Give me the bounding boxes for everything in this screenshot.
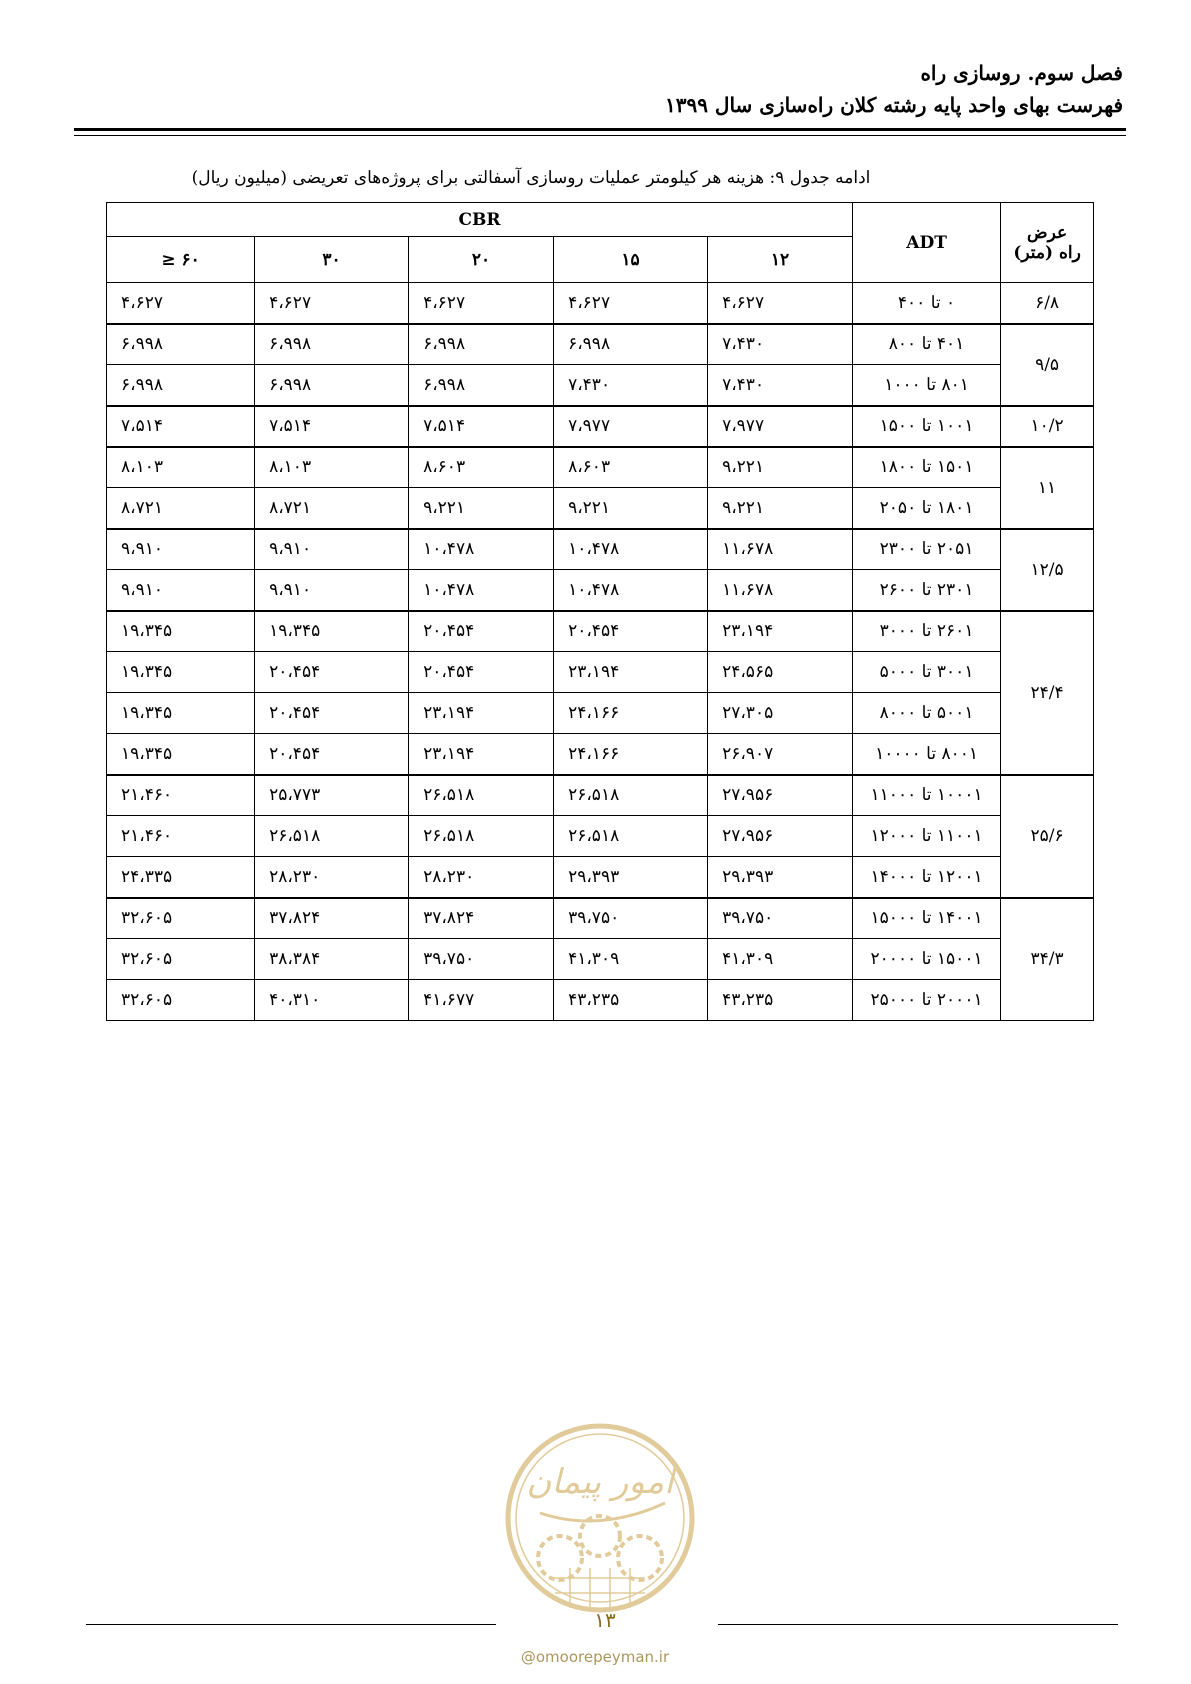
width-header-line2: راه (متر) [1013, 242, 1081, 263]
adt-cell: ۲۰۵۱ تا ۲۳۰۰ [853, 529, 1001, 570]
table-row [107, 570, 1094, 611]
adt-cell: ۱۰۰۰۱ تا ۱۱۰۰۰ [853, 775, 1001, 816]
cost-cell: ۹،۲۲۱ [554, 488, 708, 529]
table-row [107, 939, 1094, 980]
cost-cell: ۲۷،۳۰۵ [708, 693, 853, 734]
cost-cell: ۳۷،۸۲۴ [409, 898, 554, 939]
cost-cell: ۸،۶۰۳ [409, 447, 554, 488]
header-rule-thick [74, 128, 1126, 131]
table-row [107, 734, 1094, 775]
cost-cell: ۷،۵۱۴ [255, 406, 409, 447]
cost-cell: ۲۸،۲۳۰ [255, 857, 409, 898]
cost-cell: ۷،۵۱۴ [409, 406, 554, 447]
cost-table [106, 202, 1094, 1021]
table-row [107, 447, 1094, 488]
cost-cell: ۲۶،۵۱۸ [554, 816, 708, 857]
cost-cell: ۳۹،۷۵۰ [409, 939, 554, 980]
cost-cell: ۱۹،۳۴۵ [107, 734, 255, 775]
cost-cell: ۲۳،۱۹۴ [409, 734, 554, 775]
table-row [107, 283, 1094, 324]
table-row [107, 693, 1094, 734]
cost-cell: ۴۰،۳۱۰ [255, 980, 409, 1021]
cost-cell: ۲۴،۱۶۶ [554, 734, 708, 775]
cost-cell: ۲۶،۵۱۸ [554, 775, 708, 816]
adt-cell: ۸۰۱ تا ۱۰۰۰ [853, 365, 1001, 406]
adt-cell: ۱۴۰۰۱ تا ۱۵۰۰۰ [853, 898, 1001, 939]
width-header [1001, 203, 1094, 283]
cost-cell: ۱۰،۴۷۸ [554, 529, 708, 570]
width-cell: ۲۴/۴ [1001, 611, 1094, 775]
table-row [107, 529, 1094, 570]
table-body [107, 283, 1094, 1021]
cbr-column-header: ۶۰ ≤ [107, 237, 255, 283]
cost-cell: ۷،۵۱۴ [107, 406, 255, 447]
cost-cell: ۴۱،۶۷۷ [409, 980, 554, 1021]
cost-cell: ۹،۹۱۰ [107, 529, 255, 570]
cost-cell: ۸،۶۰۳ [554, 447, 708, 488]
cost-cell: ۸،۱۰۳ [107, 447, 255, 488]
cost-cell: ۶،۹۹۸ [255, 365, 409, 406]
table-row [107, 652, 1094, 693]
adt-cell: ۵۰۰۱ تا ۸۰۰۰ [853, 693, 1001, 734]
width-header-line1: عرض [1027, 222, 1068, 243]
cost-cell: ۱۰،۴۷۸ [409, 529, 554, 570]
adt-cell: ۸۰۰۱ تا ۱۰۰۰۰ [853, 734, 1001, 775]
cost-cell: ۶،۹۹۸ [107, 324, 255, 365]
cost-cell: ۱۹،۳۴۵ [107, 693, 255, 734]
cost-cell: ۹،۲۲۱ [409, 488, 554, 529]
cost-cell: ۴،۶۲۷ [255, 283, 409, 324]
cbr-column-header: ۲۰ [409, 237, 554, 283]
cost-cell: ۲۸،۲۳۰ [409, 857, 554, 898]
table-row [107, 365, 1094, 406]
website-watermark: @omoorepeyman.ir [520, 1648, 670, 1666]
cost-cell: ۳۲،۶۰۵ [107, 898, 255, 939]
width-cell: ۲۵/۶ [1001, 775, 1094, 898]
cost-cell: ۲۷،۹۵۶ [708, 816, 853, 857]
cost-cell: ۳۸،۳۸۴ [255, 939, 409, 980]
adt-cell: ۱۰۰۱ تا ۱۵۰۰ [853, 406, 1001, 447]
cost-cell: ۱۱،۶۷۸ [708, 570, 853, 611]
cost-cell: ۴،۶۲۷ [409, 283, 554, 324]
cost-cell: ۲۹،۳۹۳ [708, 857, 853, 898]
cost-cell: ۱۹،۳۴۵ [107, 652, 255, 693]
cost-cell: ۹،۲۲۱ [708, 488, 853, 529]
cost-cell: ۲۰،۴۵۴ [255, 734, 409, 775]
table-row [107, 775, 1094, 816]
cost-cell: ۷،۹۷۷ [554, 406, 708, 447]
adt-cell: ۱۲۰۰۱ تا ۱۴۰۰۰ [853, 857, 1001, 898]
cost-cell: ۱۱،۶۷۸ [708, 529, 853, 570]
width-cell: ۳۴/۳ [1001, 898, 1094, 1021]
cbr-column-header: ۳۰ [255, 237, 409, 283]
width-cell: ۹/۵ [1001, 324, 1094, 406]
cost-cell: ۹،۹۱۰ [255, 529, 409, 570]
adt-cell: ۲۰۰۰۱ تا ۲۵۰۰۰ [853, 980, 1001, 1021]
chapter-title: فصل سوم. روسازی راه [920, 61, 1123, 85]
adt-cell: ۱۱۰۰۱ تا ۱۲۰۰۰ [853, 816, 1001, 857]
cost-cell: ۶،۹۹۸ [255, 324, 409, 365]
cost-cell: ۲۷،۹۵۶ [708, 775, 853, 816]
adt-cell: ۱۸۰۱ تا ۲۰۵۰ [853, 488, 1001, 529]
width-cell: ۱۱ [1001, 447, 1094, 529]
cost-cell: ۲۰،۴۵۴ [409, 652, 554, 693]
cost-cell: ۲۳،۱۹۴ [409, 693, 554, 734]
cost-cell: ۲۰،۴۵۴ [554, 611, 708, 652]
cost-cell: ۸،۷۲۱ [107, 488, 255, 529]
cost-cell: ۲۴،۳۳۵ [107, 857, 255, 898]
book-title: فهرست بهای واحد پایه رشته کلان راه‌سازی سال ۱۳۹۹ [665, 93, 1123, 117]
width-cell: ۱۲/۵ [1001, 529, 1094, 611]
table-row [107, 324, 1094, 365]
cost-cell: ۳۷،۸۲۴ [255, 898, 409, 939]
table-row [107, 857, 1094, 898]
footer-rule [718, 1624, 1118, 1625]
cost-cell: ۳۲،۶۰۵ [107, 939, 255, 980]
cost-cell: ۲۱،۴۶۰ [107, 816, 255, 857]
table-row [107, 898, 1094, 939]
cost-cell: ۲۳،۱۹۴ [708, 611, 853, 652]
footer-rule [86, 1624, 496, 1625]
cost-cell: ۲۱،۴۶۰ [107, 775, 255, 816]
cost-cell: ۴،۶۲۷ [554, 283, 708, 324]
adt-cell: ۱۵۰۰۱ تا ۲۰۰۰۰ [853, 939, 1001, 980]
cost-cell: ۱۹،۳۴۵ [107, 611, 255, 652]
cost-cell: ۹،۲۲۱ [708, 447, 853, 488]
cost-cell: ۴،۶۲۷ [708, 283, 853, 324]
cbr-column-header: ۱۲ [708, 237, 853, 283]
cost-cell: ۲۹،۳۹۳ [554, 857, 708, 898]
width-cell: ۱۰/۲ [1001, 406, 1094, 447]
cost-cell: ۲۶،۹۰۷ [708, 734, 853, 775]
adt-cell: ۰ تا ۴۰۰ [853, 283, 1001, 324]
cost-cell: ۲۰،۴۵۴ [255, 693, 409, 734]
adt-cell: ۲۳۰۱ تا ۲۶۰۰ [853, 570, 1001, 611]
cost-cell: ۲۴،۵۶۵ [708, 652, 853, 693]
cbr-header: CBR [107, 203, 853, 237]
cost-cell: ۴۱،۳۰۹ [708, 939, 853, 980]
table-caption: ادامه جدول ۹: هزینه هر کیلومتر عملیات روسازی آسفالتی برای پروژه‌های تعریضی (میلیون ریال) [191, 168, 871, 188]
cost-cell: ۲۰،۴۵۴ [255, 652, 409, 693]
table-row [107, 611, 1094, 652]
cost-cell: ۶،۹۹۸ [554, 324, 708, 365]
cost-cell: ۴۳،۲۳۵ [554, 980, 708, 1021]
cost-cell: ۶،۹۹۸ [409, 365, 554, 406]
cost-cell: ۲۴،۱۶۶ [554, 693, 708, 734]
cost-cell: ۴،۶۲۷ [107, 283, 255, 324]
adt-cell: ۳۰۰۱ تا ۵۰۰۰ [853, 652, 1001, 693]
cost-cell: ۲۰،۴۵۴ [409, 611, 554, 652]
cost-cell: ۶،۹۹۸ [409, 324, 554, 365]
table-row [107, 406, 1094, 447]
cost-cell: ۴۳،۲۳۵ [708, 980, 853, 1021]
cost-cell: ۴۱،۳۰۹ [554, 939, 708, 980]
table-row [107, 816, 1094, 857]
cost-cell: ۲۶،۵۱۸ [409, 775, 554, 816]
cost-cell: ۱۰،۴۷۸ [409, 570, 554, 611]
cost-cell: ۱۰،۴۷۸ [554, 570, 708, 611]
cost-cell: ۸،۷۲۱ [255, 488, 409, 529]
table-row [107, 488, 1094, 529]
adt-cell: ۱۵۰۱ تا ۱۸۰۰ [853, 447, 1001, 488]
cost-cell: ۹،۹۱۰ [107, 570, 255, 611]
cost-cell: ۹،۹۱۰ [255, 570, 409, 611]
page-header [69, 58, 1123, 122]
page-number: ۱۳ [594, 1608, 616, 1632]
table-row [107, 980, 1094, 1021]
cost-cell: ۲۶،۵۱۸ [255, 816, 409, 857]
cost-cell: ۷،۹۷۷ [708, 406, 853, 447]
cost-cell: ۸،۱۰۳ [255, 447, 409, 488]
cost-cell: ۶،۹۹۸ [107, 365, 255, 406]
cost-cell: ۷،۴۳۰ [554, 365, 708, 406]
cbr-column-header: ۱۵ [554, 237, 708, 283]
adt-cell: ۴۰۱ تا ۸۰۰ [853, 324, 1001, 365]
width-cell: ۶/۸ [1001, 283, 1094, 324]
cost-cell: ۳۹،۷۵۰ [554, 898, 708, 939]
cost-cell: ۷،۴۳۰ [708, 365, 853, 406]
cost-cell: ۳۹،۷۵۰ [708, 898, 853, 939]
adt-header: ADT [853, 203, 1001, 283]
cost-cell: ۳۲،۶۰۵ [107, 980, 255, 1021]
header-rule-thin [74, 135, 1126, 136]
watermark-text: امور پیمان [526, 1462, 674, 1502]
cost-cell: ۱۹،۳۴۵ [255, 611, 409, 652]
cost-cell: ۷،۴۳۰ [708, 324, 853, 365]
cost-cell: ۲۳،۱۹۴ [554, 652, 708, 693]
adt-cell: ۲۶۰۱ تا ۳۰۰۰ [853, 611, 1001, 652]
watermark-logo [500, 1418, 700, 1628]
cost-cell: ۲۶،۵۱۸ [409, 816, 554, 857]
cost-cell: ۲۵،۷۷۳ [255, 775, 409, 816]
